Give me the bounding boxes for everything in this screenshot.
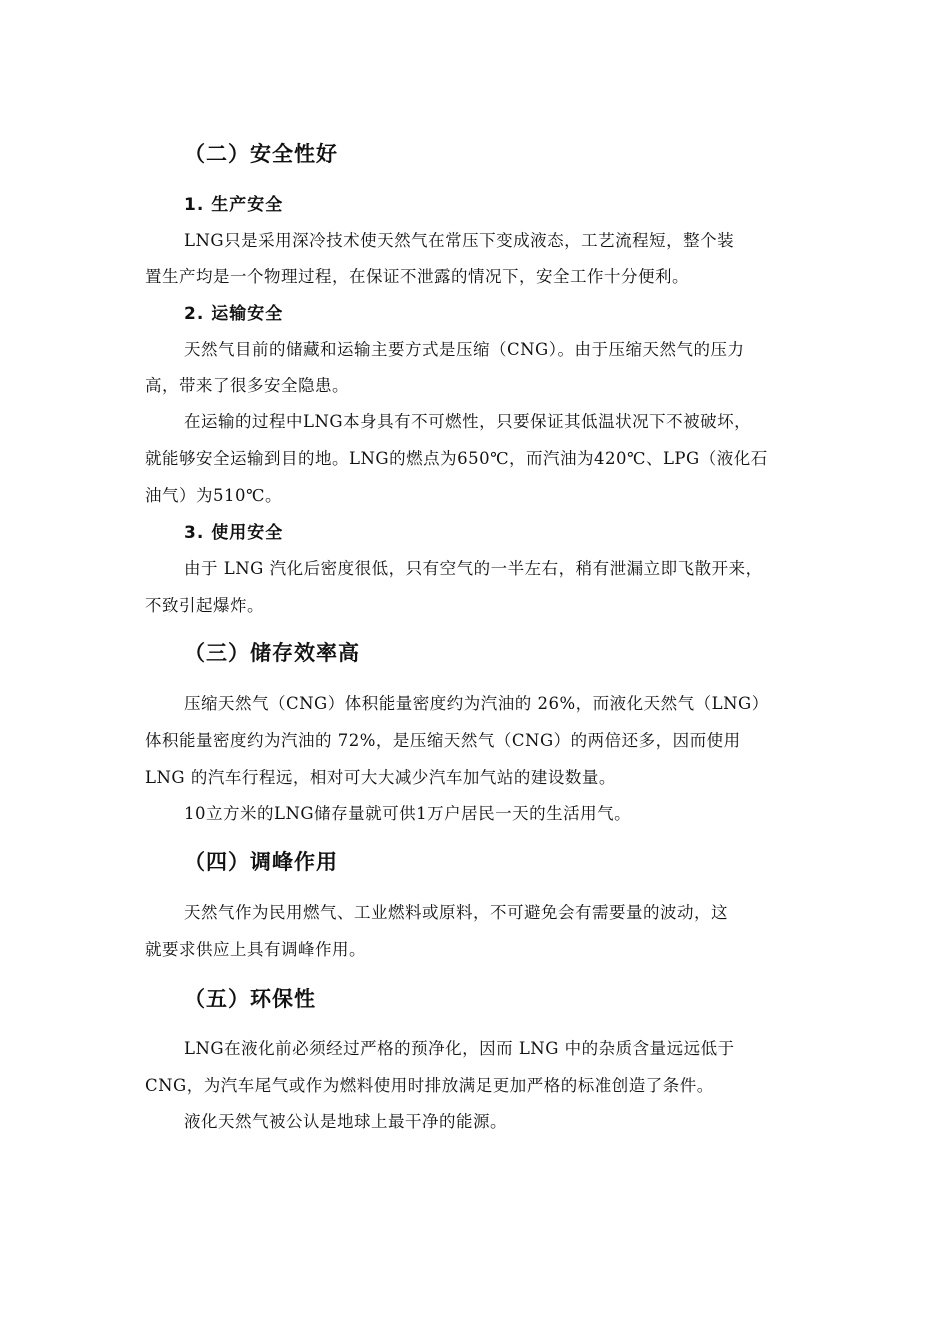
paragraph-line: 压缩天然气（CNG）体积能量密度约为汽油的 26%，而液化天然气（LNG） [184,694,769,713]
paragraph-line: 在运输的过程中LNG本身具有不可燃性，只要保证其低温状况下不被破坏， [184,412,752,431]
paragraph-line: 高，带来了很多安全隐患。 [145,376,349,395]
paragraph-line: 油气）为510℃。 [145,486,282,505]
paragraph-line: LNG只是采用深冷技术使天然气在常压下变成液态，工艺流程短，整个装 [184,231,735,250]
paragraph-line: 就能够安全运输到目的地。LNG的燃点为650℃，而汽油为420℃、LPG（液化石 [145,449,768,468]
paragraph-line: 液化天然气被公认是地球上最干净的能源。 [184,1112,507,1131]
paragraph-line: 天然气作为民用燃气、工业燃料或原料，不可避免会有需要量的波动，这 [184,903,728,922]
subheading-transport-safety: 2. 运输安全 [184,304,284,324]
paragraph-line: CNG，为汽车尾气或作为燃料使用时排放满足更加严格的标准创造了条件。 [145,1076,714,1095]
paragraph-line: LNG在液化前必须经过严格的预净化，因而 LNG 中的杂质含量远远低于 [184,1039,735,1058]
subheading-usage-safety: 3. 使用安全 [184,523,284,543]
paragraph-line: 就要求供应上具有调峰作用。 [145,940,366,959]
subheading-production-safety: 1. 生产安全 [184,195,284,215]
paragraph-line: 不致引起爆炸。 [145,596,264,615]
section-heading-environmental: （五）环保性 [184,987,316,1011]
paragraph-line: 天然气目前的储藏和运输主要方式是压缩（CNG）。由于压缩天然气的压力 [184,340,745,359]
section-heading-storage-efficiency: （三）储存效率高 [184,641,360,665]
paragraph-line: LNG 的汽车行程远，相对可大大减少汽车加气站的建设数量。 [145,768,616,787]
paragraph-line: 体积能量密度约为汽油的 72%，是压缩天然气（CNG）的两倍还多，因而使用 [145,731,741,750]
paragraph-line: 置生产均是一个物理过程，在保证不泄露的情况下，安全工作十分便利。 [145,267,689,286]
paragraph-line: 由于 LNG 汽化后密度很低，只有空气的一半左右，稍有泄漏立即飞散开来， [184,559,763,578]
paragraph-line: 10立方米的LNG储存量就可供1万户居民一天的生活用气。 [184,804,632,823]
section-heading-peak-shaving: （四）调峰作用 [184,850,338,874]
section-heading-safety: （二）安全性好 [184,142,338,166]
